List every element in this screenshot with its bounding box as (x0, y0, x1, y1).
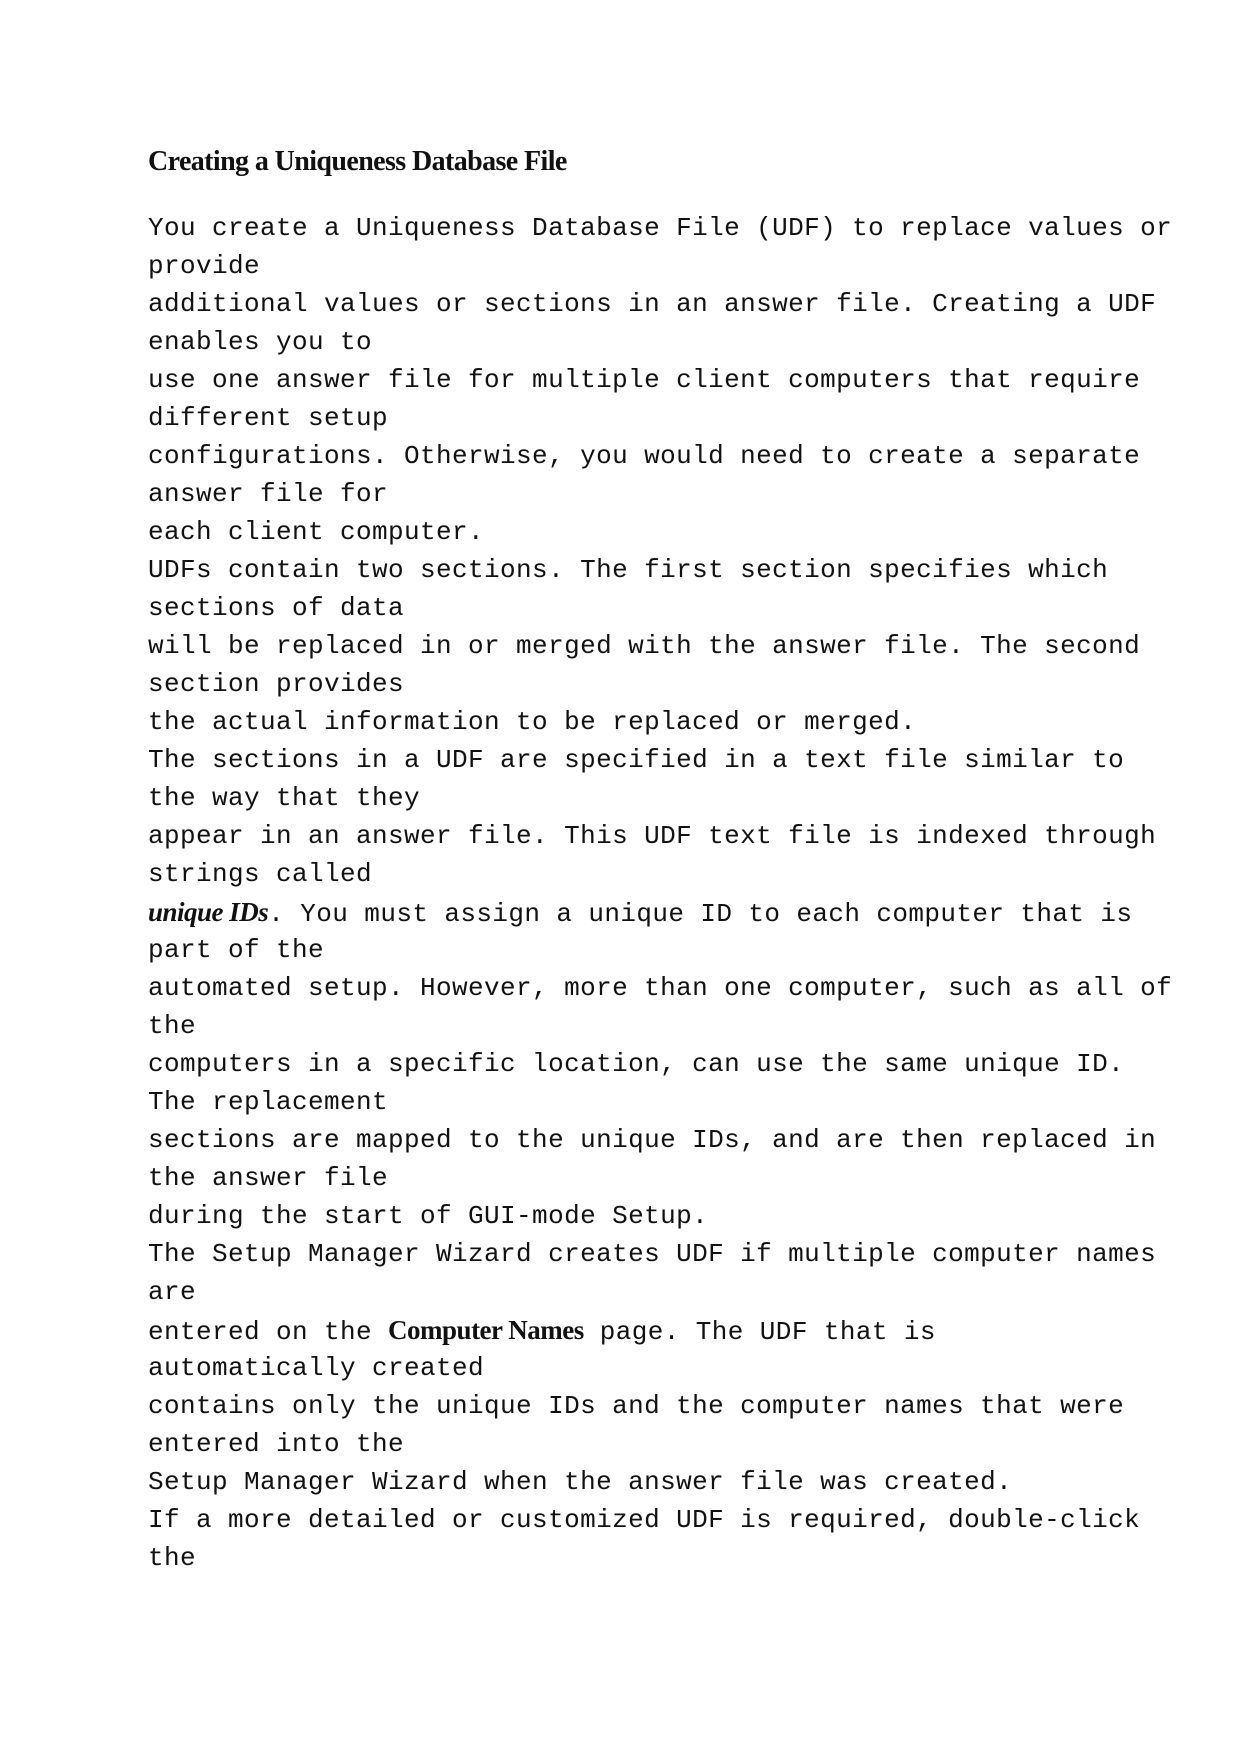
text-line: appear in an answer file. This UDF text file is indexed through (148, 821, 1157, 851)
unique-ids-rest: . You must assign a unique ID to each computer that is (268, 899, 1133, 929)
text-line: use one answer file for multiple client computers that require (148, 365, 1141, 395)
document-title: Creating a Uniqueness Database File (148, 146, 567, 177)
text-line: are (148, 1277, 197, 1307)
text-line: additional values or sections in an answer file. Creating a UDF (148, 289, 1157, 319)
text-line: part of the (148, 935, 325, 965)
text-line: If a more detailed or customized UDF is required, double-click (148, 1505, 1141, 1535)
text-line: provide (148, 251, 261, 281)
text-line-unique-ids (148, 893, 1148, 931)
unique-ids-term: unique IDs (148, 897, 269, 927)
text-line: answer file for (148, 479, 389, 509)
text-line-computer-names (148, 1311, 1148, 1349)
computer-names-prefix: entered on the (148, 1317, 389, 1347)
text-line: You create a Uniqueness Database File (UDF) to replace values or (148, 213, 1173, 243)
text-line: during the start of GUI-mode Setup. (148, 1201, 709, 1231)
text-line: section provides (148, 669, 405, 699)
text-line: computers in a specific location, can use the same unique ID. (148, 1049, 1125, 1079)
text-line: The sections in a UDF are specified in a text file similar to (148, 745, 1125, 775)
text-line: strings called (148, 859, 373, 889)
text-line: UDFs contain two sections. The first section specifies which (148, 555, 1109, 585)
text-line: the actual information to be replaced or merged. (148, 707, 917, 737)
text-line: each client computer. (148, 517, 485, 547)
text-line: the answer file (148, 1163, 389, 1193)
text-line: the way that they (148, 783, 421, 813)
computer-names-term: Computer Names (388, 1315, 584, 1345)
text-line: The Setup Manager Wizard creates UDF if multiple computer names (148, 1239, 1157, 1269)
text-line: entered into the (148, 1429, 405, 1459)
text-line: enables you to (148, 327, 373, 357)
text-line: sections are mapped to the unique IDs, and are then replaced in (148, 1125, 1157, 1155)
text-line: the (148, 1011, 197, 1041)
text-line: The replacement (148, 1087, 389, 1117)
text-line: contains only the unique IDs and the computer names that were (148, 1391, 1125, 1421)
text-line: automated setup. However, more than one computer, such as all of (148, 973, 1173, 1003)
text-line: the (148, 1543, 197, 1573)
text-line: Setup Manager Wizard when the answer file was created. (148, 1467, 1013, 1497)
document-body (148, 209, 1173, 1577)
text-line: will be replaced in or merged with the answer file. The second (148, 631, 1141, 661)
text-line: sections of data (148, 593, 405, 623)
text-line: different setup (148, 403, 389, 433)
text-line: configurations. Otherwise, you would need to create a separate (148, 441, 1141, 471)
computer-names-rest: page. The UDF that is (583, 1317, 936, 1347)
text-line: automatically created (148, 1353, 485, 1383)
